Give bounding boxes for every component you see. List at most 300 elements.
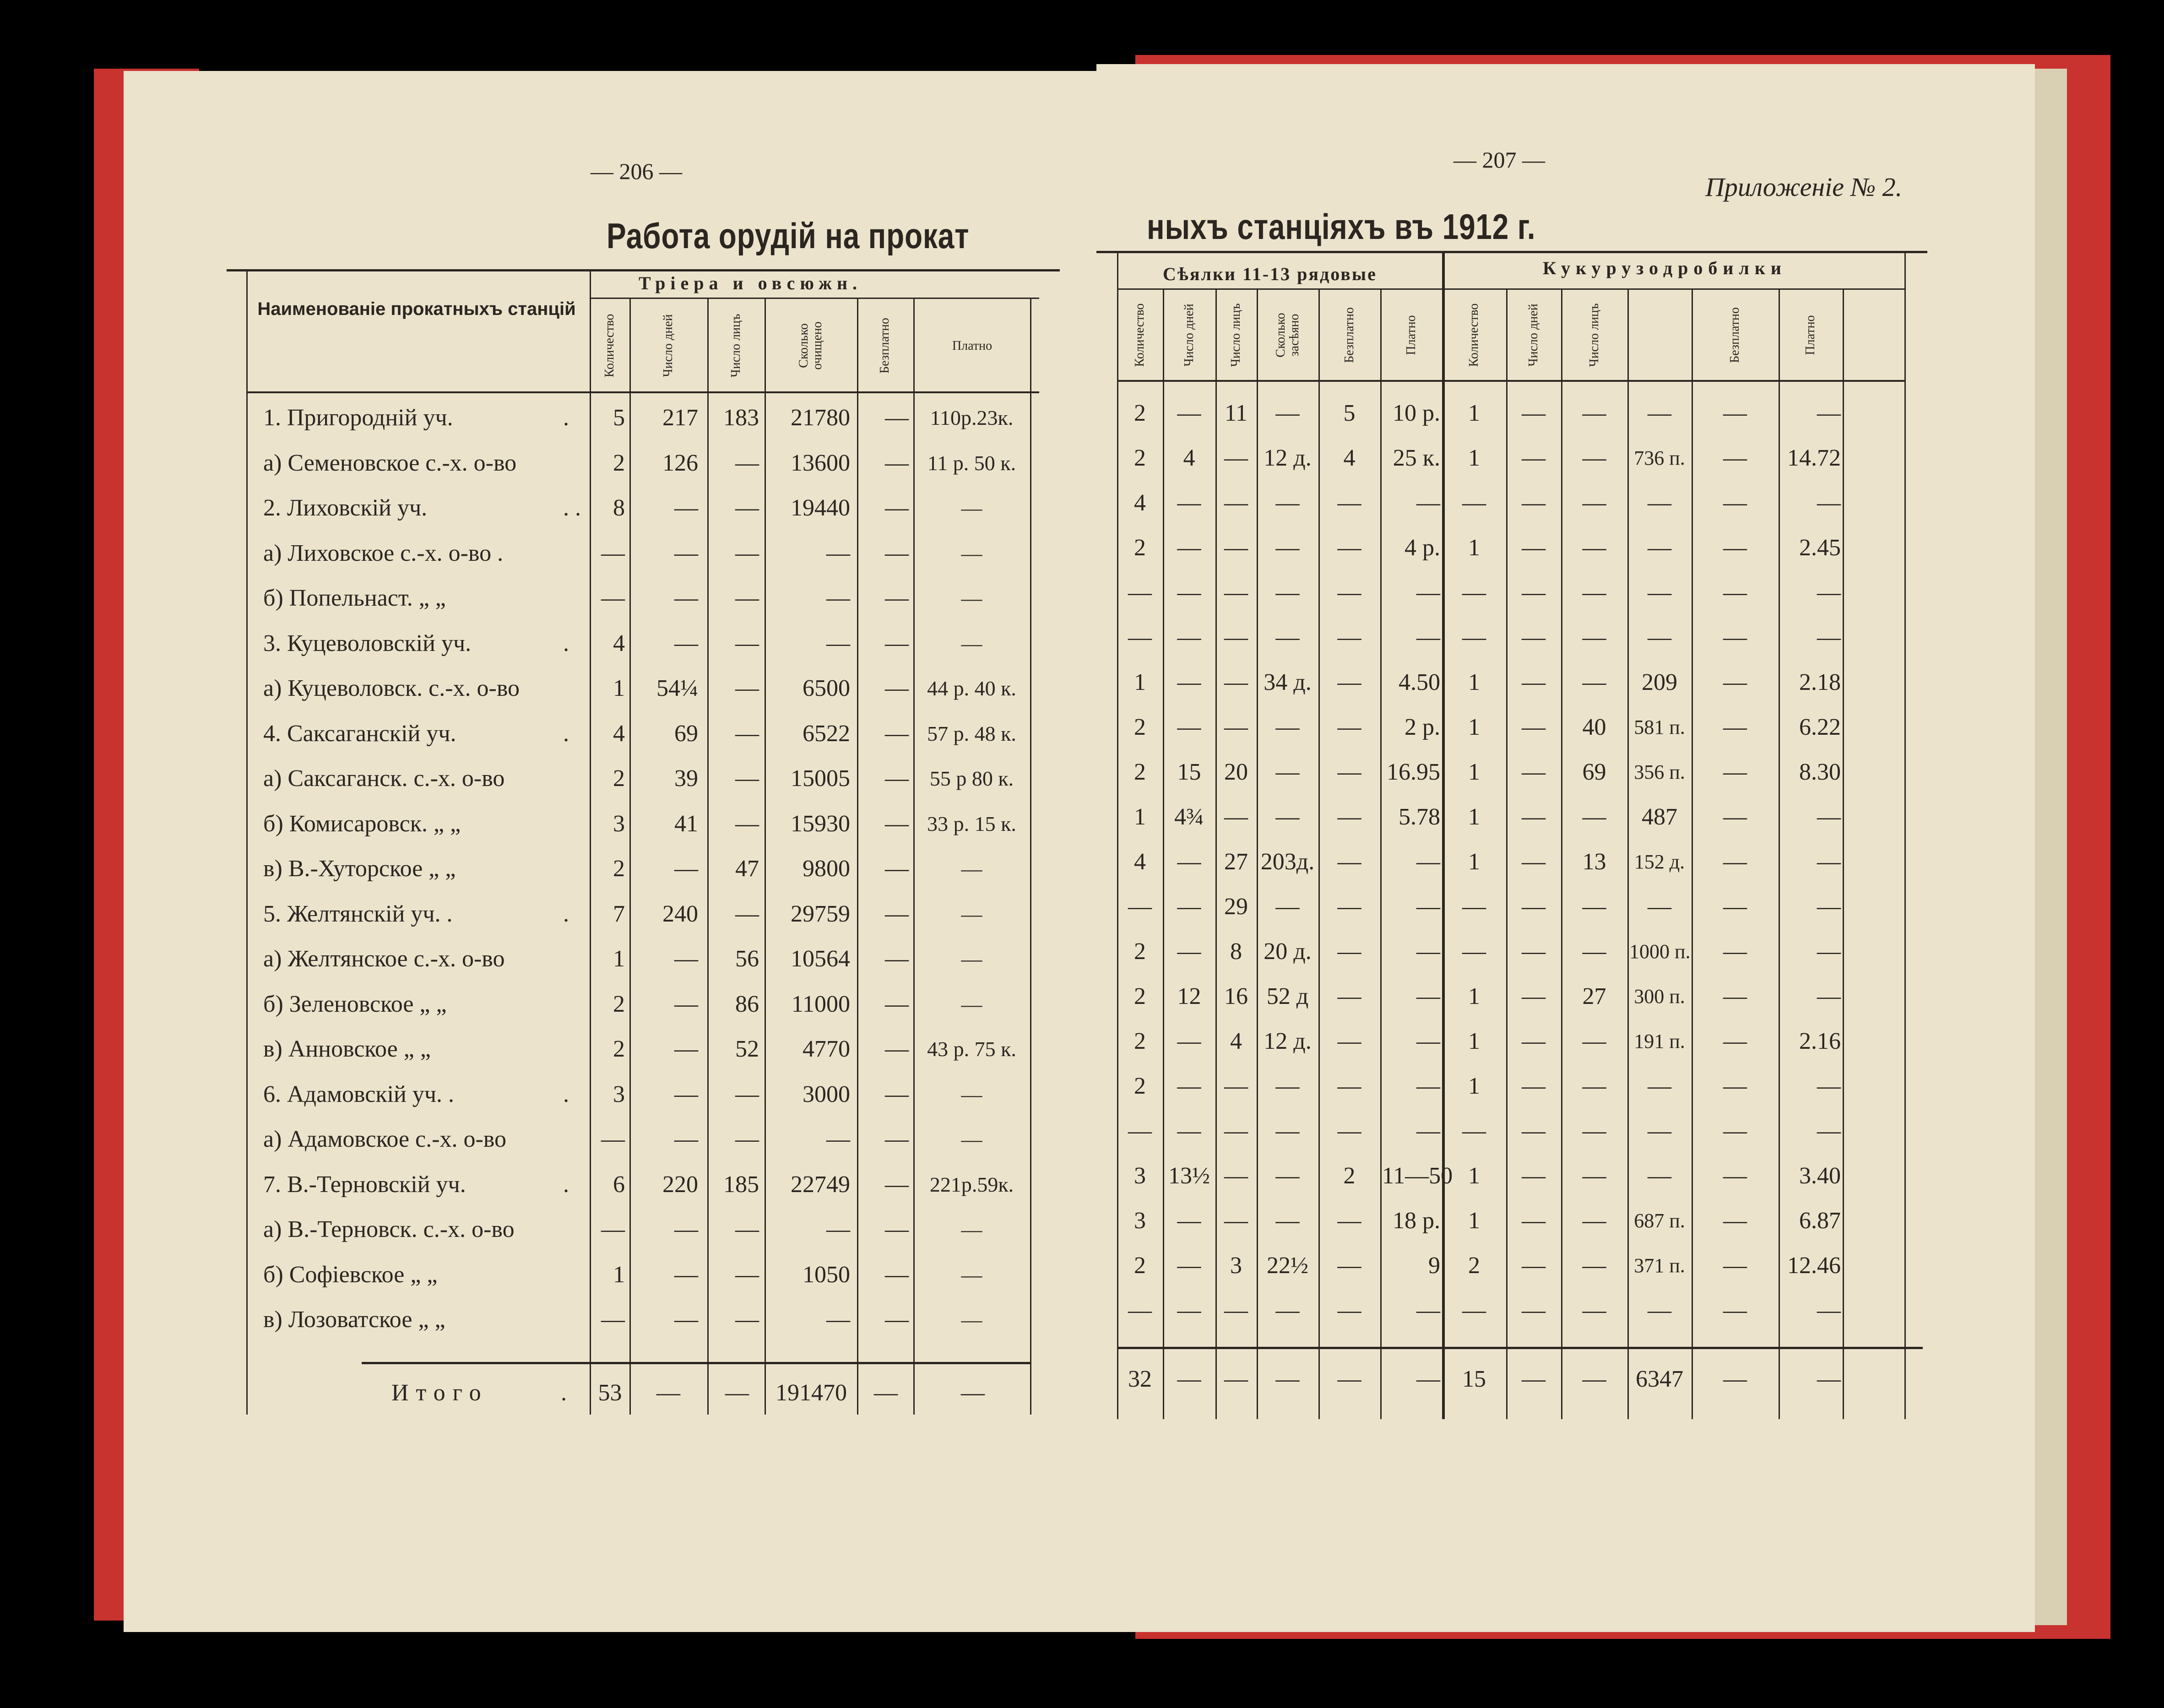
table-cell: —: [1337, 714, 1361, 740]
table-cell: —: [826, 630, 850, 656]
leader-dots: . .: [563, 495, 581, 521]
table-cell: —: [1582, 1253, 1606, 1279]
table-cell: —: [674, 1081, 698, 1107]
table-cell: 10 р.: [1393, 400, 1440, 426]
table-cell: —: [1177, 1253, 1201, 1279]
table-cell: —: [1224, 490, 1248, 516]
table-cell: 2: [1134, 714, 1146, 740]
table-cell: 3: [613, 1081, 625, 1107]
table-cell: 581 п.: [1634, 716, 1685, 738]
table-cell: —: [674, 585, 698, 611]
table-cell: —: [1337, 490, 1361, 516]
table-cell: 2: [1468, 1253, 1480, 1279]
table-cell: —: [1723, 894, 1747, 920]
table-cell: 6: [613, 1171, 625, 1198]
table-cell: 39: [674, 765, 698, 792]
table-row: [0, 840, 2106, 884]
table-cell: —: [885, 450, 909, 476]
station-name: б) Попельнаст. „ „: [263, 585, 446, 611]
table-cell: —: [961, 857, 982, 880]
table-cell: 2: [613, 765, 625, 792]
table-cell: 3: [1134, 1163, 1146, 1189]
table-cell: 1: [1134, 804, 1146, 830]
table-cell: —: [735, 675, 759, 701]
station-name: б) Софіевское „ „: [263, 1261, 438, 1288]
station-name: 6. Адамовскій уч. .: [263, 1081, 455, 1107]
right-header-bottom-rule: [1117, 380, 1904, 382]
table-cell: —: [1416, 624, 1440, 651]
table-cell: —: [1275, 400, 1300, 426]
table-cell: —: [1723, 400, 1747, 426]
table-cell: 3.40: [1799, 1163, 1841, 1189]
table-cell: 2: [1134, 759, 1146, 785]
table-cell: 13½: [1168, 1163, 1210, 1189]
table-cell: —: [1522, 400, 1546, 426]
table-cell: 2: [1134, 983, 1146, 1009]
station-name: а) Куцеволовск. с.-х. о-во: [263, 675, 520, 701]
table-cell: —: [1337, 759, 1361, 785]
table-cell: 4: [613, 720, 625, 747]
table-cell: —: [885, 900, 909, 927]
table-cell: 69: [1582, 759, 1606, 785]
table-cell: —: [885, 405, 909, 431]
table-cell: 41: [674, 810, 698, 837]
table-cell: —: [1128, 580, 1152, 606]
table-cell: —: [1723, 1028, 1747, 1054]
table-cell: —: [735, 1261, 759, 1288]
table-cell: 8: [613, 495, 625, 521]
table-cell: 20 д.: [1264, 938, 1312, 965]
table-cell: —: [1817, 580, 1841, 606]
table-cell: —: [1522, 1073, 1546, 1099]
table-cell: —: [1817, 983, 1841, 1009]
table-cell: —: [735, 1216, 759, 1242]
table-cell: —: [885, 1036, 909, 1062]
table-cell: —: [1462, 490, 1486, 516]
leader-dots: .: [563, 1171, 569, 1198]
table-cell: 3: [1134, 1208, 1146, 1234]
table-cell: —: [1723, 1118, 1747, 1144]
station-name: а) Адамовское с.-х. о-во: [263, 1126, 506, 1152]
table-row: [0, 661, 2106, 705]
table-cell: 16: [1224, 983, 1248, 1009]
table-cell: 4770: [803, 1036, 850, 1062]
table-cell: —: [885, 1081, 909, 1107]
table-cell: —: [1337, 1253, 1361, 1279]
station-name: а) Лиховское с.-х. о-во .: [263, 540, 504, 566]
table-row: [0, 705, 2106, 749]
table-cell: —: [1275, 490, 1300, 516]
table-cell: —: [1582, 624, 1606, 651]
table-cell: 43 р. 75 к.: [927, 1037, 1016, 1061]
table-cell: 1: [1468, 714, 1480, 740]
total-value: —: [874, 1380, 898, 1406]
table-cell: —: [885, 810, 909, 837]
left-group-header: Тріера и овсюжн.: [639, 273, 862, 293]
table-cell: 2 р.: [1405, 714, 1440, 740]
table-cell: —: [1416, 938, 1440, 965]
table-cell: 69: [674, 720, 698, 747]
table-cell: —: [1224, 1208, 1248, 1234]
table-cell: —: [1522, 1028, 1546, 1054]
table-cell: —: [1582, 1028, 1606, 1054]
table-cell: 4¾: [1174, 804, 1204, 830]
table-cell: 220: [662, 1171, 698, 1198]
table-cell: —: [1723, 1208, 1747, 1234]
table-cell: 8.30: [1799, 759, 1841, 785]
right-page-title: ныхъ станціяхъ въ 1912 г.: [1147, 206, 1536, 247]
table-cell: 5: [1343, 400, 1356, 426]
table-cell: —: [1648, 894, 1671, 920]
table-cell: —: [1128, 1297, 1152, 1323]
table-cell: —: [1337, 983, 1361, 1009]
table-cell: —: [1723, 490, 1747, 516]
table-cell: —: [1224, 1163, 1248, 1189]
table-cell: —: [1522, 804, 1546, 830]
table-cell: 240: [662, 900, 698, 927]
table-cell: —: [1522, 535, 1546, 561]
table-cell: —: [961, 1308, 982, 1331]
table-cell: 2.16: [1799, 1028, 1841, 1054]
table-cell: —: [961, 496, 982, 520]
table-cell: —: [1177, 714, 1201, 740]
table-cell: —: [1337, 1073, 1361, 1099]
table-row: [0, 795, 2106, 839]
table-cell: —: [1582, 400, 1606, 426]
table-cell: —: [1522, 1297, 1546, 1323]
leader-dots: .: [563, 900, 569, 927]
table-cell: 1: [613, 1261, 625, 1288]
table-cell: 209: [1642, 669, 1677, 695]
table-cell: —: [826, 1216, 850, 1242]
table-cell: —: [885, 765, 909, 792]
table-cell: —: [1723, 804, 1747, 830]
table-cell: —: [1337, 938, 1361, 965]
table-cell: 15930: [791, 810, 850, 837]
table-cell: 19440: [791, 495, 850, 521]
table-cell: —: [1128, 894, 1152, 920]
table-cell: —: [1582, 490, 1606, 516]
table-cell: 12 д.: [1264, 445, 1312, 471]
table-cell: —: [1337, 1118, 1361, 1144]
table-cell: —: [1582, 1073, 1606, 1099]
table-cell: 9: [1428, 1253, 1440, 1279]
table-cell: —: [885, 1216, 909, 1242]
table-row: [0, 750, 2106, 794]
left-page-title: Работа орудій на прокат: [607, 216, 970, 256]
table-cell: —: [1275, 1118, 1300, 1144]
table-cell: —: [1224, 580, 1248, 606]
table-row: [0, 571, 2106, 615]
table-cell: —: [735, 810, 759, 837]
table-cell: 52: [735, 1036, 759, 1062]
table-cell: —: [961, 1082, 982, 1106]
table-row: [0, 481, 2106, 525]
table-cell: 1: [1468, 445, 1480, 471]
table-cell: —: [1337, 894, 1361, 920]
table-cell: —: [1177, 490, 1201, 516]
table-row: [0, 1109, 2106, 1153]
table-cell: —: [1648, 1073, 1671, 1099]
table-cell: —: [885, 1261, 909, 1288]
table-cell: 29: [1224, 894, 1248, 920]
station-name: 7. В.-Терновскій уч.: [263, 1171, 466, 1198]
table-cell: 221р.59к.: [929, 1172, 1014, 1196]
table-cell: —: [1522, 938, 1546, 965]
table-cell: 47: [735, 856, 759, 882]
table-cell: 6.22: [1799, 714, 1841, 740]
table-cell: —: [826, 1307, 850, 1333]
table-cell: —: [1177, 1118, 1201, 1144]
table-cell: —: [1224, 804, 1248, 830]
table-cell: —: [1522, 624, 1546, 651]
table-cell: 10564: [791, 946, 850, 972]
table-cell: —: [674, 1307, 698, 1333]
table-cell: —: [674, 1126, 698, 1152]
total-value: —: [1582, 1366, 1606, 1392]
table-cell: 1: [1468, 804, 1480, 830]
table-cell: —: [1817, 1118, 1841, 1144]
table-cell: 25 к.: [1393, 445, 1440, 471]
table-cell: 4: [1134, 849, 1146, 875]
table-cell: 54¼: [656, 675, 698, 701]
table-cell: —: [1817, 400, 1841, 426]
table-cell: —: [1817, 624, 1841, 651]
table-cell: 11 р. 50 к.: [927, 451, 1016, 475]
table-cell: —: [1337, 804, 1361, 830]
table-cell: —: [961, 947, 982, 971]
right-group2-header: Кукурузодробилки: [1543, 258, 1787, 278]
table-cell: —: [1416, 983, 1440, 1009]
table-cell: —: [885, 720, 909, 747]
table-cell: —: [1275, 1297, 1300, 1323]
table-cell: —: [961, 631, 982, 655]
table-cell: —: [1648, 1163, 1671, 1189]
table-cell: —: [1723, 983, 1747, 1009]
table-cell: 9800: [803, 856, 850, 882]
table-cell: 6522: [803, 720, 850, 747]
table-cell: —: [1522, 1253, 1546, 1279]
table-cell: —: [674, 946, 698, 972]
table-cell: —: [1582, 938, 1606, 965]
table-cell: 22½: [1267, 1253, 1308, 1279]
table-cell: —: [1522, 894, 1546, 920]
table-row: [0, 1244, 2106, 1288]
table-cell: —: [1817, 894, 1841, 920]
table-cell: —: [1723, 669, 1747, 695]
table-cell: —: [1416, 490, 1440, 516]
station-name: в) В.-Хуторское „ „: [263, 856, 456, 882]
total-value: 6347: [1636, 1366, 1683, 1392]
table-cell: —: [674, 856, 698, 882]
station-name: 2. Лиховскій уч.: [263, 495, 428, 521]
table-row: [0, 1199, 2106, 1243]
table-cell: —: [885, 675, 909, 701]
table-cell: 1050: [803, 1261, 850, 1288]
table-cell: —: [1177, 1073, 1201, 1099]
table-cell: —: [1177, 624, 1201, 651]
table-cell: —: [1723, 535, 1747, 561]
table-cell: —: [1275, 804, 1300, 830]
right-page-number: — 207 —: [1454, 147, 1545, 173]
table-cell: 191 п.: [1634, 1030, 1685, 1052]
table-cell: —: [1337, 535, 1361, 561]
table-cell: 1: [1468, 983, 1480, 1009]
table-cell: 1: [1468, 759, 1480, 785]
table-cell: —: [1177, 400, 1201, 426]
table-cell: 1: [613, 946, 625, 972]
table-cell: —: [1224, 445, 1248, 471]
total-value: —: [1817, 1366, 1841, 1392]
table-cell: —: [674, 1261, 698, 1288]
table-cell: —: [1275, 1073, 1300, 1099]
table-cell: 2: [613, 450, 625, 476]
table-cell: —: [1177, 669, 1201, 695]
total-value: —: [1337, 1366, 1361, 1392]
table-cell: —: [1522, 1208, 1546, 1234]
station-name: а) В.-Терновск. с.-х. о-во: [263, 1216, 515, 1242]
station-name: в) Анновское „ „: [263, 1036, 431, 1062]
table-cell: —: [1817, 804, 1841, 830]
total-value: —: [1177, 1366, 1201, 1392]
table-cell: —: [1177, 938, 1201, 965]
table-cell: —: [601, 1307, 625, 1333]
table-cell: 217: [662, 405, 698, 431]
table-cell: —: [674, 1036, 698, 1062]
table-row: [0, 1289, 2106, 1333]
total-label: Итого: [391, 1380, 488, 1406]
total-value: —: [961, 1380, 985, 1406]
table-cell: 4.50: [1399, 669, 1440, 695]
table-cell: 14.72: [1787, 445, 1841, 471]
table-cell: —: [1177, 535, 1201, 561]
table-cell: —: [1723, 1163, 1747, 1189]
table-cell: 1: [1468, 1073, 1480, 1099]
table-cell: —: [885, 856, 909, 882]
table-cell: —: [735, 720, 759, 747]
table-cell: 12.46: [1787, 1253, 1841, 1279]
table-cell: 4: [1230, 1028, 1242, 1054]
table-cell: —: [1462, 1297, 1486, 1323]
total-value: —: [725, 1380, 749, 1406]
table-cell: —: [1582, 894, 1606, 920]
table-cell: —: [1817, 938, 1841, 965]
table-cell: 2: [1134, 1253, 1146, 1279]
table-cell: 27: [1582, 983, 1606, 1009]
table-cell: —: [826, 540, 850, 566]
table-cell: 2: [613, 856, 625, 882]
table-cell: 2: [613, 1036, 625, 1062]
table-cell: —: [1522, 714, 1546, 740]
table-cell: —: [1337, 669, 1361, 695]
right-total-row: [0, 1357, 2106, 1401]
appendix-label: Приложеніе № 2.: [1705, 172, 1903, 202]
table-cell: —: [1582, 1118, 1606, 1144]
leader-dots: .: [563, 630, 569, 656]
station-name: а) Желтянское с.-х. о-во: [263, 946, 505, 972]
table-cell: —: [961, 586, 982, 610]
table-cell: —: [1723, 849, 1747, 875]
table-cell: —: [1723, 580, 1747, 606]
table-cell: —: [826, 585, 850, 611]
station-name: 1. Пригородній уч.: [263, 405, 453, 431]
table-cell: —: [1224, 1073, 1248, 1099]
table-cell: 6.87: [1799, 1208, 1841, 1234]
table-cell: —: [1648, 1118, 1671, 1144]
table-cell: —: [1817, 849, 1841, 875]
table-cell: 4: [613, 630, 625, 656]
table-cell: —: [885, 495, 909, 521]
table-cell: —: [735, 765, 759, 792]
table-cell: 2: [1343, 1163, 1356, 1189]
table-cell: —: [885, 946, 909, 972]
table-cell: 7: [613, 900, 625, 927]
table-cell: 11: [1224, 400, 1248, 426]
table-cell: 356 п.: [1634, 761, 1685, 783]
table-cell: —: [1224, 1297, 1248, 1323]
table-cell: —: [1337, 1297, 1361, 1323]
table-cell: 2: [1134, 1028, 1146, 1054]
total-dots: .: [561, 1380, 567, 1406]
station-name: а) Саксаганск. с.-х. о-во: [263, 765, 505, 792]
table-cell: —: [1723, 624, 1747, 651]
table-cell: 203д.: [1260, 849, 1315, 875]
table-cell: 4 р.: [1405, 535, 1440, 561]
table-cell: —: [735, 1126, 759, 1152]
table-cell: 20: [1224, 759, 1248, 785]
table-cell: —: [1522, 669, 1546, 695]
table-cell: —: [885, 1171, 909, 1198]
table-cell: —: [1582, 445, 1606, 471]
table-cell: —: [1723, 1297, 1747, 1323]
table-cell: —: [1648, 535, 1671, 561]
table-cell: 16.95: [1387, 759, 1440, 785]
table-cell: —: [1416, 894, 1440, 920]
table-cell: —: [1462, 624, 1486, 651]
table-cell: 4: [1343, 445, 1356, 471]
table-cell: —: [1177, 580, 1201, 606]
table-cell: —: [735, 585, 759, 611]
table-cell: 152 д.: [1634, 851, 1685, 873]
total-value: —: [1224, 1366, 1248, 1392]
table-cell: —: [1462, 580, 1486, 606]
table-cell: 2: [1134, 400, 1146, 426]
table-cell: 2: [1134, 445, 1146, 471]
table-cell: 1000 п.: [1629, 940, 1691, 963]
total-value: —: [1416, 1366, 1440, 1392]
total-value: —: [656, 1380, 680, 1406]
table-cell: —: [1723, 1073, 1747, 1099]
table-cell: 1: [1134, 669, 1146, 695]
table-cell: —: [1817, 1297, 1841, 1323]
table-cell: —: [1817, 490, 1841, 516]
table-cell: —: [601, 1216, 625, 1242]
table-cell: 183: [723, 405, 759, 431]
table-cell: —: [1128, 1118, 1152, 1144]
table-cell: 126: [662, 450, 698, 476]
table-cell: —: [961, 902, 982, 926]
table-cell: —: [1275, 759, 1300, 785]
table-cell: —: [1224, 669, 1248, 695]
table-cell: —: [1177, 894, 1201, 920]
table-cell: —: [1723, 445, 1747, 471]
table-row: [0, 616, 2106, 660]
table-cell: 2: [1134, 1073, 1146, 1099]
table-cell: —: [1224, 624, 1248, 651]
table-row: [0, 1154, 2106, 1198]
station-name: б) Зеленовское „ „: [263, 991, 447, 1017]
table-cell: —: [1275, 580, 1300, 606]
